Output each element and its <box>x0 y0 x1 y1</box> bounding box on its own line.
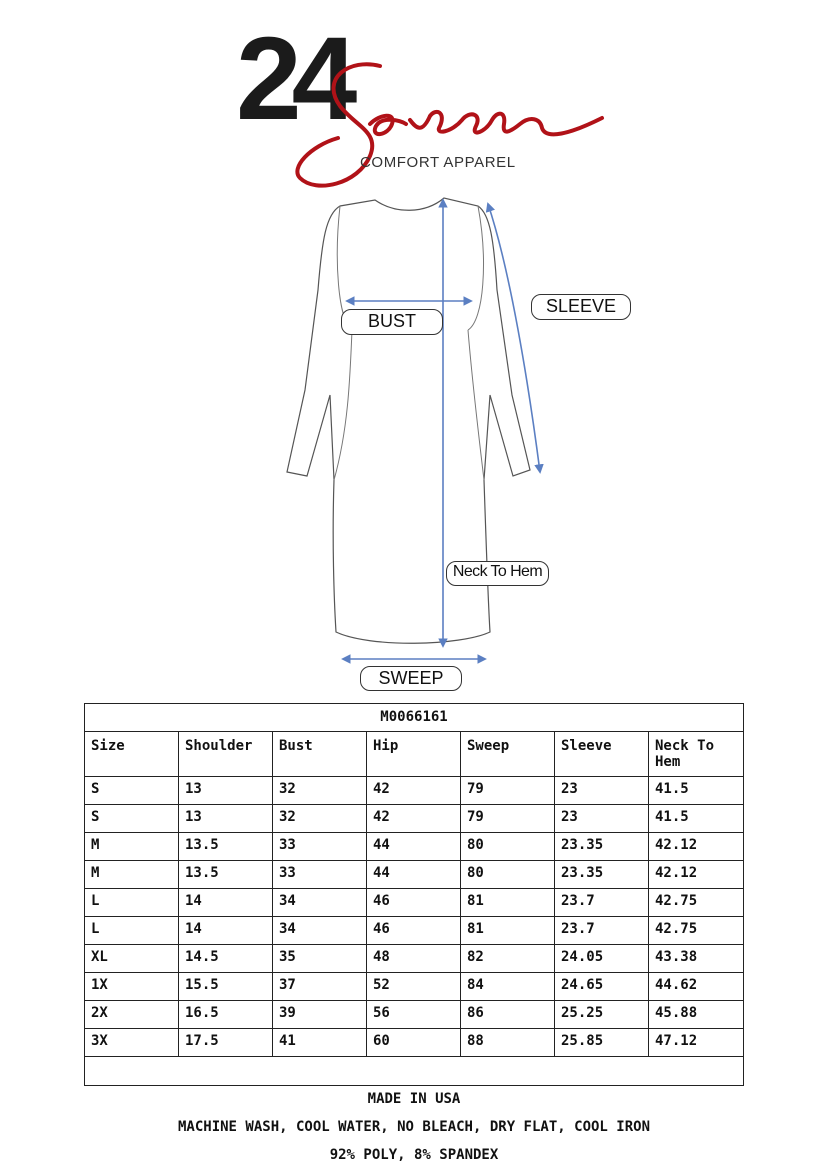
table-row <box>85 805 744 833</box>
table-cell: 88 <box>461 1029 555 1057</box>
table-cell: 37 <box>273 973 367 1001</box>
table-cell: 23.7 <box>555 917 649 945</box>
table-cell: 14 <box>179 917 273 945</box>
table-cell: 84 <box>461 973 555 1001</box>
table-cell: 3X <box>85 1029 179 1057</box>
table-cell: 41.5 <box>649 805 744 833</box>
column-header: Sleeve <box>555 732 649 777</box>
table-cell: 46 <box>367 889 461 917</box>
column-header: Neck To Hem <box>649 732 744 777</box>
column-header: Hip <box>367 732 461 777</box>
column-header: Size <box>85 732 179 777</box>
table-cell <box>85 1057 744 1086</box>
table-cell: 44 <box>367 861 461 889</box>
table-cell: 13 <box>179 805 273 833</box>
table-cell: 42.75 <box>649 889 744 917</box>
table-cell: S <box>85 805 179 833</box>
table-blank-row <box>85 1057 744 1086</box>
size-chart-table <box>84 703 744 1086</box>
table-cell: 13.5 <box>179 861 273 889</box>
table-cell: 80 <box>461 833 555 861</box>
table-cell: 24.05 <box>555 945 649 973</box>
table-cell: 41.5 <box>649 777 744 805</box>
table-cell: 42.75 <box>649 917 744 945</box>
table-row <box>85 833 744 861</box>
table-cell: 34 <box>273 889 367 917</box>
table-cell: 23.35 <box>555 861 649 889</box>
table-cell: 43.38 <box>649 945 744 973</box>
table-cell: 32 <box>273 777 367 805</box>
table-cell: 17.5 <box>179 1029 273 1057</box>
table-row <box>85 889 744 917</box>
table-cell: 79 <box>461 805 555 833</box>
table-cell: 42.12 <box>649 861 744 889</box>
table-cell: 48 <box>367 945 461 973</box>
table-cell: 42 <box>367 805 461 833</box>
table-cell: 23.35 <box>555 833 649 861</box>
table-cell: 42.12 <box>649 833 744 861</box>
table-cell: 2X <box>85 1001 179 1029</box>
table-cell: 79 <box>461 777 555 805</box>
care-instructions: MACHINE WASH, COOL WATER, NO BLEACH, DRY FLAT, COOL IRON <box>177 1119 650 1135</box>
table-cell: 23 <box>555 777 649 805</box>
table-cell: 81 <box>461 889 555 917</box>
logo-tagline: COMFORT APPAREL <box>360 154 516 171</box>
table-cell: 39 <box>273 1001 367 1029</box>
table-cell: 86 <box>461 1001 555 1029</box>
table-cell: 24.65 <box>555 973 649 1001</box>
table-cell: 1X <box>85 973 179 1001</box>
table-header-row <box>85 732 744 777</box>
table-cell: 81 <box>461 917 555 945</box>
origin-text: MADE IN USA <box>367 1091 461 1107</box>
logo-script-mark <box>230 28 610 198</box>
table-cell: 25.25 <box>555 1001 649 1029</box>
table-cell: M <box>85 833 179 861</box>
table-cell: 34 <box>273 917 367 945</box>
table-cell: 44 <box>367 833 461 861</box>
table-cell: 52 <box>367 973 461 1001</box>
table-cell: 23.7 <box>555 889 649 917</box>
table-cell: 44.62 <box>649 973 744 1001</box>
table-cell: 82 <box>461 945 555 973</box>
table-row <box>85 777 744 805</box>
table-row <box>85 945 744 973</box>
table-cell: XL <box>85 945 179 973</box>
table-cell: L <box>85 889 179 917</box>
table-cell: 32 <box>273 805 367 833</box>
table-cell: 45.88 <box>649 1001 744 1029</box>
neck-to-hem-label: Neck To Hem <box>446 561 549 586</box>
table-cell: 14.5 <box>179 945 273 973</box>
sweep-label: SWEEP <box>360 666 462 691</box>
column-header: Bust <box>273 732 367 777</box>
table-row <box>85 1001 744 1029</box>
table-cell: M <box>85 861 179 889</box>
garment-diagram <box>0 180 828 700</box>
table-row <box>85 917 744 945</box>
table-cell: 46 <box>367 917 461 945</box>
table-cell: 42 <box>367 777 461 805</box>
table-row <box>85 861 744 889</box>
table-cell: 80 <box>461 861 555 889</box>
table-cell: 13 <box>179 777 273 805</box>
table-cell: 15.5 <box>179 973 273 1001</box>
table-cell: 41 <box>273 1029 367 1057</box>
table-cell: L <box>85 917 179 945</box>
table-cell: 33 <box>273 833 367 861</box>
dress-outline <box>0 180 828 700</box>
table-cell: 14 <box>179 889 273 917</box>
fabric-content: 92% POLY, 8% SPANDEX <box>329 1147 499 1163</box>
table-row <box>85 973 744 1001</box>
sleeve-label: SLEEVE <box>531 294 631 320</box>
table-cell: 60 <box>367 1029 461 1057</box>
table-cell: 23 <box>555 805 649 833</box>
style-code: M0066161 <box>85 704 744 732</box>
table-cell: 25.85 <box>555 1029 649 1057</box>
table-cell: 16.5 <box>179 1001 273 1029</box>
table-cell: 56 <box>367 1001 461 1029</box>
table-cell: 47.12 <box>649 1029 744 1057</box>
table-cell: 33 <box>273 861 367 889</box>
table-cell: S <box>85 777 179 805</box>
table-cell: 13.5 <box>179 833 273 861</box>
bust-label: BUST <box>341 309 443 335</box>
table-row <box>85 1029 744 1057</box>
brand-logo <box>230 13 610 198</box>
column-header: Shoulder <box>179 732 273 777</box>
logo-number: 24 <box>236 13 348 145</box>
column-header: Sweep <box>461 732 555 777</box>
table-cell: 35 <box>273 945 367 973</box>
